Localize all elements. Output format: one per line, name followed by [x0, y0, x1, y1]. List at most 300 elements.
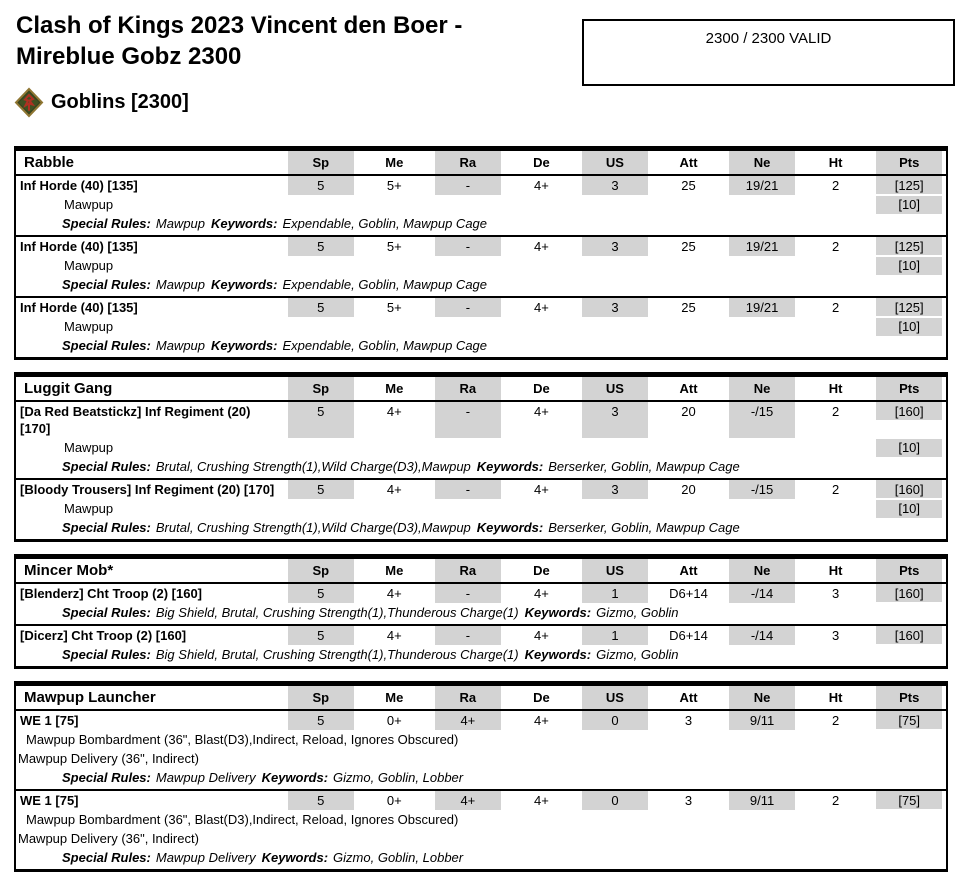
- stat-att: [652, 296, 726, 317]
- stat-value: 0: [611, 793, 619, 808]
- stat-value: 20: [681, 404, 696, 419]
- stat-value: -: [465, 482, 471, 497]
- stat-sp: [284, 711, 358, 730]
- special-rules-label: Special Rules:: [62, 459, 151, 474]
- stat-value: 5: [317, 239, 325, 254]
- column-header: Ra: [459, 381, 477, 396]
- stat-value: 3: [611, 482, 619, 497]
- stat-me: [358, 176, 432, 195]
- column-header: Sp: [312, 155, 330, 170]
- stat-att: [652, 584, 726, 603]
- stat-value: [160]: [894, 628, 924, 643]
- stat-value: D6+14: [669, 628, 708, 643]
- stat-cell: [505, 559, 579, 584]
- stat-cell: [578, 686, 652, 711]
- stat-cell: [799, 377, 873, 402]
- stat-me: [358, 478, 432, 499]
- special-rules-text: Mawpup Delivery: [155, 770, 256, 785]
- special-rules-row: [16, 275, 946, 296]
- stat-value: [75]: [898, 793, 921, 808]
- column-header: Att: [679, 155, 698, 170]
- stat-value: [10]: [898, 440, 921, 455]
- stat-me: [358, 624, 432, 645]
- stat-pts: [872, 478, 946, 499]
- stat-value: -/14: [750, 586, 774, 601]
- stat-cell: [358, 686, 432, 711]
- section-header-row: [16, 377, 946, 402]
- stat-us: [578, 478, 652, 499]
- stat-ra: [431, 711, 505, 730]
- stat-value: [10]: [898, 197, 921, 212]
- stat-value: 4+: [460, 793, 476, 808]
- stat-ht: [799, 584, 873, 603]
- stat-value: 5: [317, 404, 325, 419]
- stat-us: [578, 624, 652, 645]
- stat-cell: [578, 151, 652, 176]
- stat-ne: [725, 478, 799, 499]
- special-rules-row: [16, 768, 946, 789]
- army-tables: [14, 146, 948, 872]
- upgrade-pts: [872, 438, 946, 457]
- stat-sp: [284, 296, 358, 317]
- stat-pts: [872, 296, 946, 317]
- stat-ne: [725, 296, 799, 317]
- stat-value: 3: [831, 586, 840, 601]
- stat-value: 5: [317, 628, 325, 643]
- stat-value: 1: [611, 586, 619, 601]
- stat-value: 2: [831, 300, 840, 315]
- stat-value: -: [465, 628, 471, 643]
- unit-name: Inf Horde (40) [135]: [20, 178, 138, 193]
- stat-value: 2: [831, 404, 840, 419]
- column-header: Att: [679, 381, 698, 396]
- stat-us: [578, 176, 652, 195]
- stat-value: 19/21: [745, 300, 779, 315]
- stat-sp: [284, 584, 358, 603]
- stat-value: 3: [684, 793, 693, 808]
- stat-att: [652, 235, 726, 256]
- stat-cell: [284, 559, 358, 584]
- stat-ht: [799, 176, 873, 195]
- upgrade-row: [16, 317, 946, 336]
- keywords-label: Keywords:: [211, 338, 278, 353]
- stat-ht: [799, 789, 873, 810]
- section-title: Mincer Mob*: [16, 559, 284, 584]
- stat-value: [160]: [894, 404, 924, 419]
- stat-de: [505, 176, 579, 195]
- upgrade-pts: [872, 195, 946, 214]
- attack-line: Mawpup Bombardment (36", Blast(D3),Indirect, Reload, Ignores Obscured): [26, 732, 459, 747]
- stat-cell: [725, 151, 799, 176]
- stat-value: [160]: [894, 482, 924, 497]
- special-rules-label: Special Rules:: [62, 850, 151, 865]
- section-title: Mawpup Launcher: [16, 686, 284, 711]
- column-header: US: [605, 690, 624, 705]
- unit-name: [Bloody Trousers] Inf Regiment (20) [170]: [16, 478, 284, 499]
- special-rules-row: [16, 336, 946, 357]
- stat-value: 2: [831, 713, 840, 728]
- stat-ra: [431, 789, 505, 810]
- stat-cell: [505, 151, 579, 176]
- stat-value: [10]: [898, 258, 921, 273]
- keywords-label: Keywords:: [211, 277, 278, 292]
- special-rules-cell: [16, 603, 946, 624]
- stat-de: [505, 478, 579, 499]
- keywords-text: Expendable, Goblin, Mawpup Cage: [282, 338, 488, 353]
- stat-value: 5: [317, 713, 325, 728]
- section-header-row: [16, 151, 946, 176]
- attack-line-row: [16, 829, 946, 848]
- stat-value: [75]: [898, 713, 921, 728]
- special-rules-row: [16, 214, 946, 235]
- upgrade-row: [16, 256, 946, 275]
- column-header: Pts: [899, 155, 920, 170]
- unit-name: Inf Horde (40) [135]: [16, 296, 284, 317]
- stat-cell: [799, 686, 873, 711]
- stat-value: 5+: [386, 300, 402, 315]
- stat-pts: [872, 176, 946, 195]
- keywords-label: Keywords:: [524, 647, 592, 662]
- page-title: Clash of Kings 2023 Vincent den Boer - Mireblue Gobz 2300: [16, 12, 463, 70]
- stat-ne: [725, 402, 799, 438]
- section-table: [14, 146, 948, 360]
- special-rules-row: [16, 848, 946, 869]
- special-rules-cell: [16, 336, 946, 357]
- section-table: [14, 372, 948, 542]
- column-header: Ra: [459, 563, 477, 578]
- stat-us: [578, 235, 652, 256]
- attack-line-row: [16, 749, 946, 768]
- special-rules-text: Big Shield, Brutal, Crushing Strength(1),Thunderous Charge(1): [155, 647, 519, 662]
- unit-row: [16, 478, 946, 499]
- stat-value: 0+: [386, 793, 402, 808]
- stat-us: [578, 402, 652, 438]
- special-rules-cell: [16, 214, 946, 235]
- keywords-text: Gizmo, Goblin, Lobber: [333, 770, 464, 785]
- stat-cell: [431, 151, 505, 176]
- stat-value: -: [465, 586, 471, 601]
- column-header: Ra: [459, 690, 477, 705]
- stat-value: [10]: [898, 319, 921, 334]
- unit-row: [16, 235, 946, 256]
- special-rules-text: Mawpup: [155, 277, 206, 292]
- stat-value: 25: [681, 178, 696, 193]
- stat-us: [578, 789, 652, 810]
- stat-value: [125]: [894, 239, 924, 254]
- column-header: Ht: [828, 563, 843, 578]
- stat-value: 2: [831, 793, 840, 808]
- stat-value: 5+: [386, 239, 402, 254]
- stat-sp: [284, 176, 358, 195]
- stat-ra: [431, 176, 505, 195]
- stat-pts: [872, 624, 946, 645]
- stat-pts: [872, 711, 946, 730]
- stat-cell: [284, 151, 358, 176]
- stat-value: -: [465, 404, 471, 419]
- stat-value: -/15: [750, 404, 774, 419]
- stat-ht: [799, 711, 873, 730]
- stat-value: 4+: [534, 586, 549, 601]
- stat-ne: [725, 584, 799, 603]
- attack-line-row: [16, 810, 946, 829]
- stat-cell: [358, 151, 432, 176]
- stat-de: [505, 624, 579, 645]
- special-rules-label: Special Rules:: [62, 216, 151, 231]
- upgrade-name: Mawpup: [64, 440, 114, 455]
- stat-cell: [578, 559, 652, 584]
- stat-pts: [872, 235, 946, 256]
- stat-cell: [872, 559, 946, 584]
- stat-value: 3: [684, 713, 693, 728]
- stat-ra: [431, 584, 505, 603]
- keywords-label: Keywords:: [476, 459, 544, 474]
- stat-ra: [431, 478, 505, 499]
- attack-line: Mawpup Bombardment (36", Blast(D3),Indirect, Reload, Ignores Obscured): [26, 812, 459, 827]
- unit-name: [Dicerz] Cht Troop (2) [160]: [16, 624, 284, 645]
- upgrade-row: [16, 499, 946, 518]
- unit-name: WE 1 [75]: [20, 713, 79, 728]
- unit-row: [16, 624, 946, 645]
- stat-value: 9/11: [749, 713, 775, 728]
- stat-sp: [284, 235, 358, 256]
- keywords-label: Keywords:: [261, 770, 329, 785]
- special-rules-label: Special Rules:: [62, 338, 151, 353]
- stat-me: [358, 296, 432, 317]
- section-title: Luggit Gang: [16, 377, 284, 402]
- stat-cell: [431, 559, 505, 584]
- stat-ht: [799, 402, 873, 438]
- special-rules-text: Brutal, Crushing Strength(1),Wild Charge(D3),Mawpup: [155, 459, 471, 474]
- stat-cell: [725, 686, 799, 711]
- column-header: Sp: [312, 381, 330, 396]
- upgrade-spacer: [284, 499, 872, 518]
- stat-me: [358, 711, 432, 730]
- stat-value: [125]: [894, 178, 924, 193]
- keywords-label: Keywords:: [476, 520, 544, 535]
- stat-de: [505, 584, 579, 603]
- column-header: Pts: [899, 381, 920, 396]
- stat-value: -: [465, 239, 471, 254]
- stat-value: 9/11: [749, 793, 775, 808]
- column-header: Me: [385, 381, 404, 396]
- special-rules-label: Special Rules:: [62, 605, 151, 620]
- unit-row: [16, 789, 946, 810]
- unit-row: [16, 176, 946, 195]
- stat-value: 19/21: [745, 178, 779, 193]
- keywords-text: Expendable, Goblin, Mawpup Cage: [282, 277, 488, 292]
- stat-ht: [799, 478, 873, 499]
- column-header: Sp: [312, 563, 330, 578]
- stat-cell: [505, 686, 579, 711]
- stat-me: [358, 402, 432, 438]
- special-rules-row: [16, 518, 946, 539]
- stat-value: 4+: [534, 713, 549, 728]
- stat-value: 4+: [534, 482, 549, 497]
- attack-line: Mawpup Delivery (36", Indirect): [18, 751, 199, 766]
- special-rules-cell: [16, 848, 946, 869]
- stat-value: 2: [831, 482, 840, 497]
- special-rules-label: Special Rules:: [62, 770, 151, 785]
- column-header: Ht: [828, 690, 843, 705]
- unit-row: [16, 402, 946, 438]
- special-rules-text: Big Shield, Brutal, Crushing Strength(1),Thunderous Charge(1): [155, 605, 519, 620]
- stat-cell: [431, 686, 505, 711]
- stat-sp: [284, 478, 358, 499]
- stat-value: 4+: [534, 628, 549, 643]
- special-rules-label: Special Rules:: [62, 647, 151, 662]
- column-header: Ne: [753, 381, 771, 396]
- column-header: Ne: [753, 155, 771, 170]
- stat-value: 5+: [386, 178, 402, 193]
- keywords-label: Keywords:: [211, 216, 278, 231]
- special-rules-label: Special Rules:: [62, 277, 151, 292]
- column-header: Ht: [828, 155, 843, 170]
- stat-value: 4+: [534, 300, 549, 315]
- faction-label: Goblins [2300]: [51, 91, 189, 113]
- stat-value: 5: [317, 300, 325, 315]
- upgrade-pts: [872, 499, 946, 518]
- upgrade-pts: [872, 317, 946, 336]
- faction-header: [14, 87, 189, 118]
- attack-line-row: [16, 730, 946, 749]
- stat-value: -: [465, 178, 471, 193]
- unit-row: [16, 584, 946, 603]
- unit-name: [Da Red Beatstickz] Inf Regiment (20) [170]: [20, 404, 251, 436]
- upgrade-spacer: [284, 438, 872, 457]
- special-rules-cell: [16, 518, 946, 539]
- special-rules-label: Special Rules:: [62, 520, 151, 535]
- unit-row: [16, 711, 946, 730]
- keywords-label: Keywords:: [524, 605, 592, 620]
- stat-value: [10]: [898, 501, 921, 516]
- stat-ne: [725, 235, 799, 256]
- stat-ra: [431, 624, 505, 645]
- section-title: Rabble: [16, 151, 284, 176]
- stat-de: [505, 235, 579, 256]
- special-rules-text: Brutal, Crushing Strength(1),Wild Charge(D3),Mawpup: [155, 520, 471, 535]
- column-header: Ne: [753, 563, 771, 578]
- stat-value: 3: [611, 300, 619, 315]
- stat-cell: [284, 377, 358, 402]
- keywords-text: Berserker, Goblin, Mawpup Cage: [548, 459, 740, 474]
- column-header: De: [533, 563, 550, 578]
- stat-ht: [799, 624, 873, 645]
- stat-value: 4+: [534, 793, 549, 808]
- stat-cell: [578, 377, 652, 402]
- column-header: Ht: [828, 381, 843, 396]
- section-table: [14, 681, 948, 872]
- stat-value: 4+: [534, 178, 549, 193]
- stat-value: 4+: [386, 404, 402, 419]
- column-header: Pts: [899, 690, 920, 705]
- stat-cell: [431, 377, 505, 402]
- stat-sp: [284, 624, 358, 645]
- stat-ra: [431, 402, 505, 438]
- stat-us: [578, 296, 652, 317]
- stat-me: [358, 789, 432, 810]
- stat-cell: [652, 559, 726, 584]
- stat-value: -: [465, 300, 471, 315]
- special-rules-text: Mawpup: [155, 216, 206, 231]
- special-rules-cell: [16, 457, 946, 478]
- upgrade-row: [16, 438, 946, 457]
- stat-ne: [725, 176, 799, 195]
- column-header: De: [533, 155, 550, 170]
- stat-att: [652, 711, 726, 730]
- stat-value: 5: [317, 482, 325, 497]
- stat-value: [160]: [894, 586, 924, 601]
- stat-value: -/15: [750, 482, 774, 497]
- stat-value: 4+: [386, 482, 402, 497]
- stat-de: [505, 402, 579, 438]
- stat-att: [652, 478, 726, 499]
- stat-value: 2: [831, 239, 840, 254]
- stat-cell: [358, 559, 432, 584]
- column-header: Att: [679, 690, 698, 705]
- stat-ht: [799, 235, 873, 256]
- stat-cell: [872, 151, 946, 176]
- upgrade-spacer: [284, 317, 872, 336]
- special-rules-row: [16, 603, 946, 624]
- column-header: US: [605, 381, 624, 396]
- keywords-label: Keywords:: [261, 850, 329, 865]
- column-header: US: [605, 155, 624, 170]
- stat-ra: [431, 296, 505, 317]
- stat-value: 4+: [534, 239, 549, 254]
- keywords-text: Gizmo, Goblin, Lobber: [333, 850, 464, 865]
- upgrade-name: Mawpup: [64, 319, 114, 334]
- stat-de: [505, 789, 579, 810]
- stat-value: 4+: [534, 404, 549, 419]
- upgrade-row: [16, 195, 946, 214]
- stat-value: 4+: [386, 586, 402, 601]
- column-header: US: [605, 563, 624, 578]
- upgrade-name: Mawpup: [64, 197, 114, 212]
- stat-value: 5: [317, 793, 325, 808]
- unit-name: WE 1 [75]: [16, 789, 284, 810]
- stat-pts: [872, 402, 946, 438]
- goblin-faction-icon: [14, 87, 44, 118]
- special-rules-text: Mawpup Delivery: [155, 850, 256, 865]
- stat-cell: [799, 559, 873, 584]
- stat-me: [358, 235, 432, 256]
- stat-att: [652, 176, 726, 195]
- special-rules-row: [16, 457, 946, 478]
- special-rules-cell: [16, 768, 946, 789]
- stat-cell: [652, 377, 726, 402]
- upgrade-spacer: [284, 256, 872, 275]
- upgrade-name: Mawpup: [64, 501, 114, 516]
- upgrade-name: Mawpup: [64, 258, 114, 273]
- attack-line: Mawpup Delivery (36", Indirect): [18, 831, 199, 846]
- stat-value: 3: [611, 239, 619, 254]
- stat-att: [652, 624, 726, 645]
- stat-value: 3: [611, 404, 619, 419]
- stat-value: 5: [317, 586, 325, 601]
- stat-ra: [431, 235, 505, 256]
- special-rules-row: [16, 645, 946, 666]
- keywords-text: Gizmo, Goblin: [596, 647, 679, 662]
- validation-text: 2300 / 2300 VALID: [705, 30, 832, 47]
- stat-pts: [872, 789, 946, 810]
- stat-value: 20: [681, 482, 696, 497]
- stat-ht: [799, 296, 873, 317]
- column-header: Att: [679, 563, 698, 578]
- column-header: De: [533, 690, 550, 705]
- stat-cell: [799, 151, 873, 176]
- stat-value: 0: [611, 713, 619, 728]
- stat-cell: [872, 377, 946, 402]
